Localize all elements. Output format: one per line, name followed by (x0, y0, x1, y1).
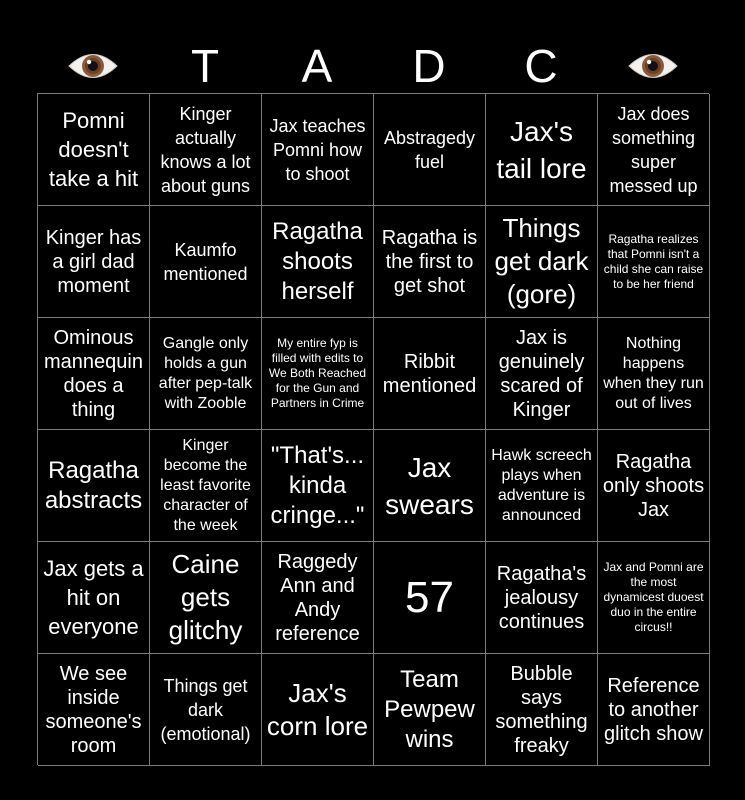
header-letter-1: T (190, 40, 220, 92)
bingo-cell[interactable] (262, 206, 374, 318)
bingo-cell[interactable] (38, 654, 150, 766)
cell-text: Reference to another glitch show (604, 674, 703, 745)
cell-text: Jax is genuinely scared of Kinger (498, 326, 585, 421)
bingo-cell[interactable] (262, 654, 374, 766)
cell-text: Kinger become the least favorite character of the week (160, 436, 251, 534)
cell-text: Jax's tail lore (496, 115, 587, 184)
header-eye-left (37, 38, 149, 94)
bingo-cell[interactable] (262, 430, 374, 542)
bingo-cell[interactable] (38, 542, 150, 654)
bingo-cell[interactable] (38, 94, 150, 206)
bingo-cell[interactable] (150, 542, 262, 654)
cell-text: Abstragedy fuel (383, 127, 476, 172)
cell-text: Gangle only holds a gun after pep-talk with Zooble (158, 334, 253, 412)
bingo-cell[interactable] (374, 206, 486, 318)
cell-text: Things get dark (emotional) (160, 675, 251, 744)
cell-text: Jax teaches Pomni how to shoot (269, 115, 366, 184)
header-letter-3: D (412, 40, 446, 92)
bingo-cell[interactable] (150, 430, 262, 542)
cell-text: Ominous mannequin does a thing (44, 326, 143, 421)
cell-text: Jax does something super messed up (609, 103, 698, 196)
bingo-cell[interactable] (150, 206, 262, 318)
bingo-cell[interactable] (486, 94, 598, 206)
cell-text: Ragatha's jealousy continues (496, 562, 587, 633)
bingo-cell[interactable] (38, 430, 150, 542)
bingo-cell[interactable] (374, 94, 486, 206)
cell-text: Team Pewpew wins (384, 665, 475, 753)
bingo-cell[interactable] (262, 542, 374, 654)
bingo-grid (37, 93, 709, 765)
eye-icon (67, 49, 119, 83)
bingo-cell[interactable] (150, 654, 262, 766)
cell-text: Kinger has a girl dad moment (45, 226, 142, 297)
bingo-cell[interactable] (598, 206, 710, 318)
bingo-header (37, 38, 709, 94)
cell-text: Hawk screech plays when adventure is announced (491, 446, 592, 524)
bingo-cell[interactable] (374, 654, 486, 766)
header-letter-4: C (524, 40, 558, 92)
bingo-cell[interactable] (38, 206, 150, 318)
bingo-cell[interactable] (598, 94, 710, 206)
cell-text: 57 (405, 572, 454, 622)
cell-text: Jax swears (385, 451, 474, 520)
cell-text: Caine gets glitchy (168, 549, 243, 645)
cell-text: Ragatha abstracts (44, 456, 143, 514)
cell-text: Things get dark (gore) (494, 213, 589, 309)
bingo-cell[interactable] (262, 94, 374, 206)
bingo-cell[interactable] (374, 430, 486, 542)
cell-text: My entire fyp is filled with edits to We Both Reached for the Gun and Partners in Crime (268, 336, 367, 410)
bingo-cell[interactable] (486, 654, 598, 766)
cell-text: Jax's corn lore (266, 677, 369, 741)
eye-icon (627, 49, 679, 83)
bingo-cell[interactable] (374, 542, 486, 654)
cell-text: Ragatha realizes that Pomni isn't a child she can raise to be her friend (603, 231, 704, 291)
bingo-cell[interactable] (150, 318, 262, 430)
cell-text: Pomni doesn't take a hit (48, 108, 139, 191)
cell-text: Ragatha is the first to get shot (381, 226, 478, 297)
bingo-cell[interactable] (598, 654, 710, 766)
cell-text: Raggedy Ann and Andy reference (275, 550, 360, 645)
bingo-cell[interactable] (598, 542, 710, 654)
cell-text: Kinger actually knows a lot about guns (160, 103, 251, 196)
cell-text: Ribbit mentioned (382, 350, 477, 397)
bingo-cell[interactable] (486, 206, 598, 318)
bingo-cell[interactable] (486, 430, 598, 542)
cell-text: We see inside someone's room (45, 662, 142, 757)
cell-text: Kaumfo mentioned (163, 239, 248, 284)
bingo-cell[interactable] (150, 94, 262, 206)
cell-text: Jax gets a hit on everyone (43, 556, 144, 639)
bingo-cell[interactable] (598, 430, 710, 542)
cell-text: Ragatha shoots herself (272, 217, 363, 305)
bingo-cell[interactable] (598, 318, 710, 430)
bingo-cell[interactable] (486, 542, 598, 654)
cell-text: Nothing happens when they run out of lives (603, 334, 704, 412)
cell-text: Ragatha only shoots Jax (602, 450, 705, 521)
cell-text: Jax and Pomni are the most dynamicest duoest duo in the entire circus!! (603, 560, 704, 634)
bingo-cell[interactable] (374, 318, 486, 430)
bingo-cell[interactable] (38, 318, 150, 430)
bingo-cell[interactable] (262, 318, 374, 430)
bingo-cell[interactable] (486, 318, 598, 430)
cell-text: "That's... kinda cringe..." (270, 441, 365, 529)
header-letter-2: A (301, 40, 333, 92)
header-eye-right (597, 38, 709, 94)
cell-text: Bubble says something freaky (495, 662, 588, 757)
